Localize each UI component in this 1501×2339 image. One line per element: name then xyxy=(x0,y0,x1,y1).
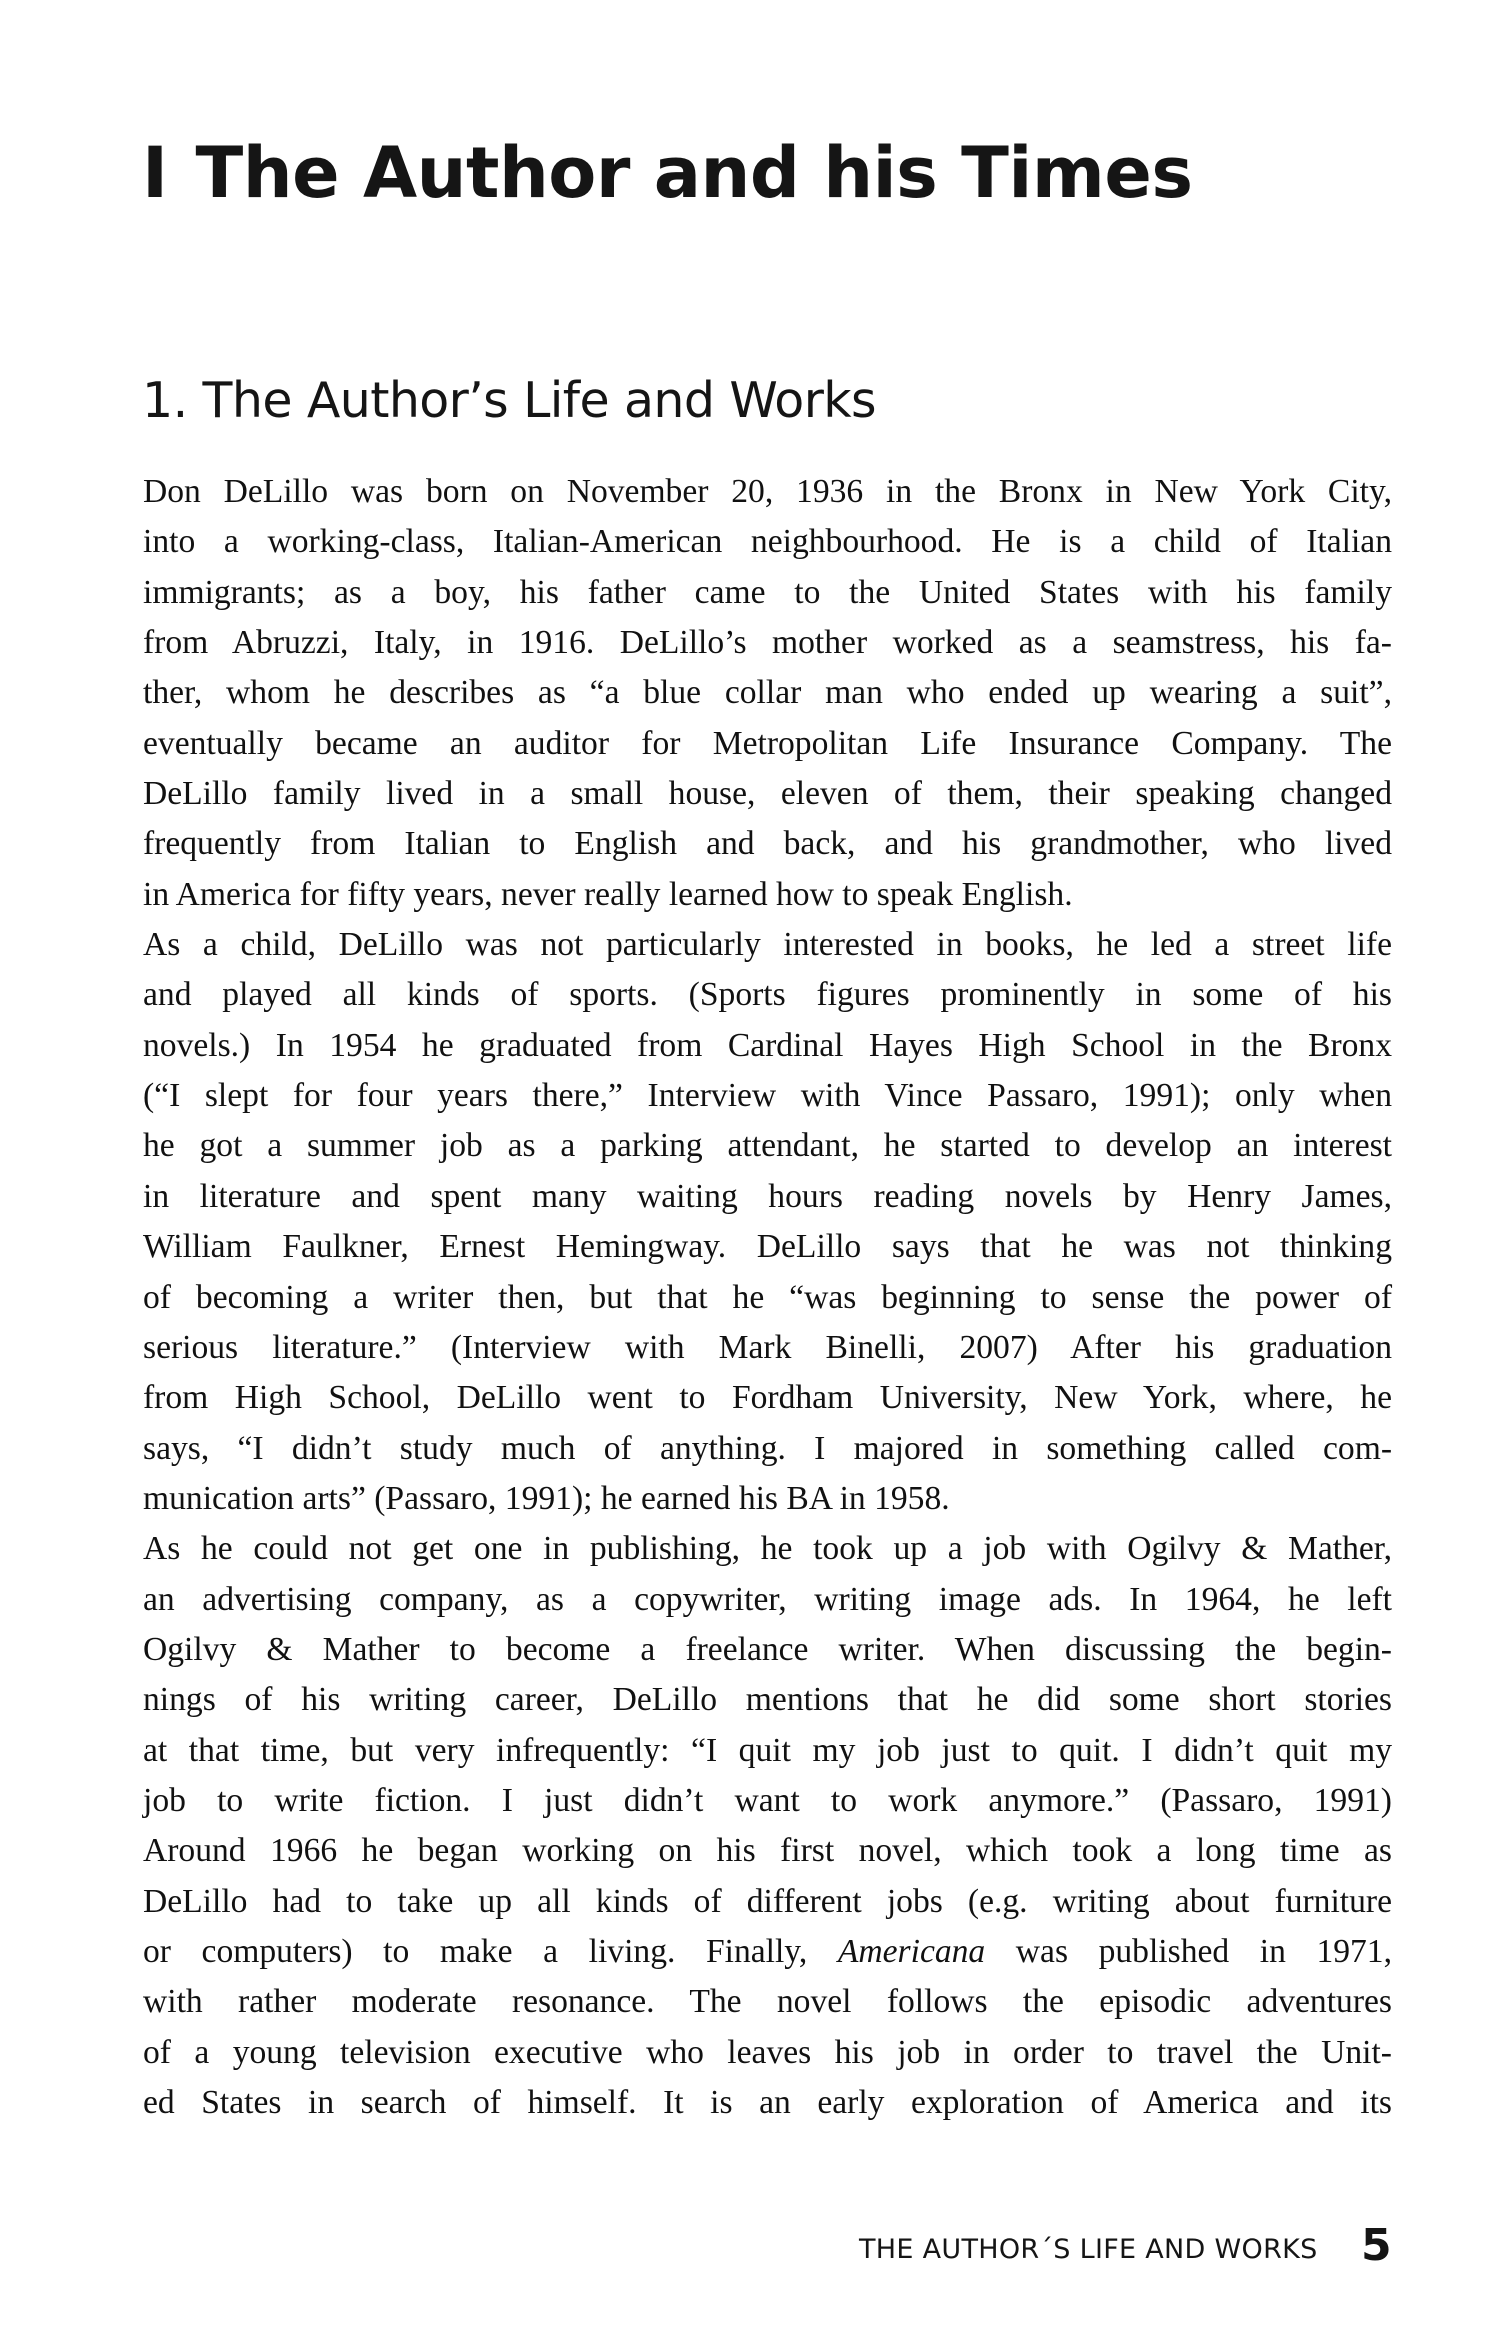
text-line: DeLillo family lived in a small house, eleven of them, their speaking changed xyxy=(143,775,1392,813)
text-line: ther, whom he describes as “a blue collar man who ended up wearing a suit”, xyxy=(143,674,1392,712)
section-heading: 1. The Author’s Life and Works xyxy=(142,372,876,429)
text-line: novels.) In 1954 he graduated from Cardinal Hayes High School in the Bronx xyxy=(143,1026,1392,1064)
body-text xyxy=(143,467,1392,2128)
text-line: Don DeLillo was born on November 20, 1936 in the Bronx in New York City, xyxy=(143,473,1392,510)
text-line: nings of his writing career, DeLillo mentions that he did some short stories xyxy=(143,1681,1392,1719)
text-line: immigrants; as a boy, his father came to the United States with his family xyxy=(143,573,1392,611)
text-line: DeLillo had to take up all kinds of different jobs (e.g. writing about furniture xyxy=(143,1882,1392,1920)
text-line: says, “I didn’t study much of anything. I majored in something called com- xyxy=(143,1429,1392,1467)
page-number: 5 xyxy=(1361,2220,1392,2271)
text-line: Around 1966 he began working on his first novel, which took a long time as xyxy=(143,1832,1392,1870)
text-line: he got a summer job as a parking attendant, he started to develop an interest xyxy=(143,1127,1392,1165)
chapter-title: The Author and his Times xyxy=(195,132,1193,214)
running-head: THE AUTHOR´S LIFE AND WORKS xyxy=(859,2234,1318,2265)
text-line: with rather moderate resonance. The novel follows the episodic adventures xyxy=(143,1983,1392,2021)
text-line: As a child, DeLillo was not particularly interested in books, he led a street life xyxy=(143,926,1392,964)
text-line-segment: was published in 1971, xyxy=(985,1932,1392,1970)
chapter-number: I xyxy=(142,132,168,214)
text-line: an advertising company, as a copywriter, writing image ads. In 1964, he left xyxy=(143,1580,1392,1618)
text-line xyxy=(143,1927,1392,1977)
text-line: munication arts” (Passaro, 1991); he earned his BA in 1958. xyxy=(143,1479,950,1517)
chapter-heading xyxy=(142,128,1193,218)
text-line-segment: or computers) to make a living. Finally, xyxy=(143,1932,838,1970)
text-line: in literature and spent many waiting hours reading novels by Henry James, xyxy=(143,1177,1392,1215)
text-line: Ogilvy & Mather to become a freelance writer. When discussing the begin- xyxy=(143,1630,1392,1668)
text-line: of a young television executive who leaves his job in order to travel the Unit- xyxy=(143,2033,1392,2071)
text-line: serious literature.” (Interview with Mark Binelli, 2007) After his graduation xyxy=(143,1328,1392,1366)
text-line: eventually became an auditor for Metropolitan Life Insurance Company. The xyxy=(143,724,1392,762)
text-line: at that time, but very infrequently: “I quit my job just to quit. I didn’t quit my xyxy=(143,1731,1392,1769)
text-line: from High School, DeLillo went to Fordham University, New York, where, he xyxy=(143,1379,1392,1417)
text-line: ed States in search of himself. It is an early exploration of America and its xyxy=(143,2084,1392,2121)
text-line: (“I slept for four years there,” Interview with Vince Passaro, 1991); only when xyxy=(143,1077,1392,1115)
text-line: job to write fiction. I just didn’t want to work anymore.” (Passaro, 1991) xyxy=(143,1781,1392,1819)
text-line: of becoming a writer then, but that he “was beginning to sense the power of xyxy=(143,1278,1392,1316)
text-line: As he could not get one in publishing, he took up a job with Ogilvy & Mather, xyxy=(143,1530,1392,1568)
text-line: William Faulkner, Ernest Hemingway. DeLillo says that he was not thinking xyxy=(143,1228,1392,1266)
text-line: into a working-class, Italian-American neighbourhood. He is a child of Italian xyxy=(143,523,1392,561)
book-title-italic: Americana xyxy=(837,1932,986,1970)
text-line: frequently from Italian to English and back, and his grandmother, who lived xyxy=(143,825,1392,863)
text-line: in America for fifty years, never really learned how to speak English. xyxy=(143,875,1073,913)
text-line: from Abruzzi, Italy, in 1916. DeLillo’s mother worked as a seamstress, his fa- xyxy=(143,624,1392,662)
text-line: and played all kinds of sports. (Sports figures prominently in some of his xyxy=(143,976,1392,1014)
